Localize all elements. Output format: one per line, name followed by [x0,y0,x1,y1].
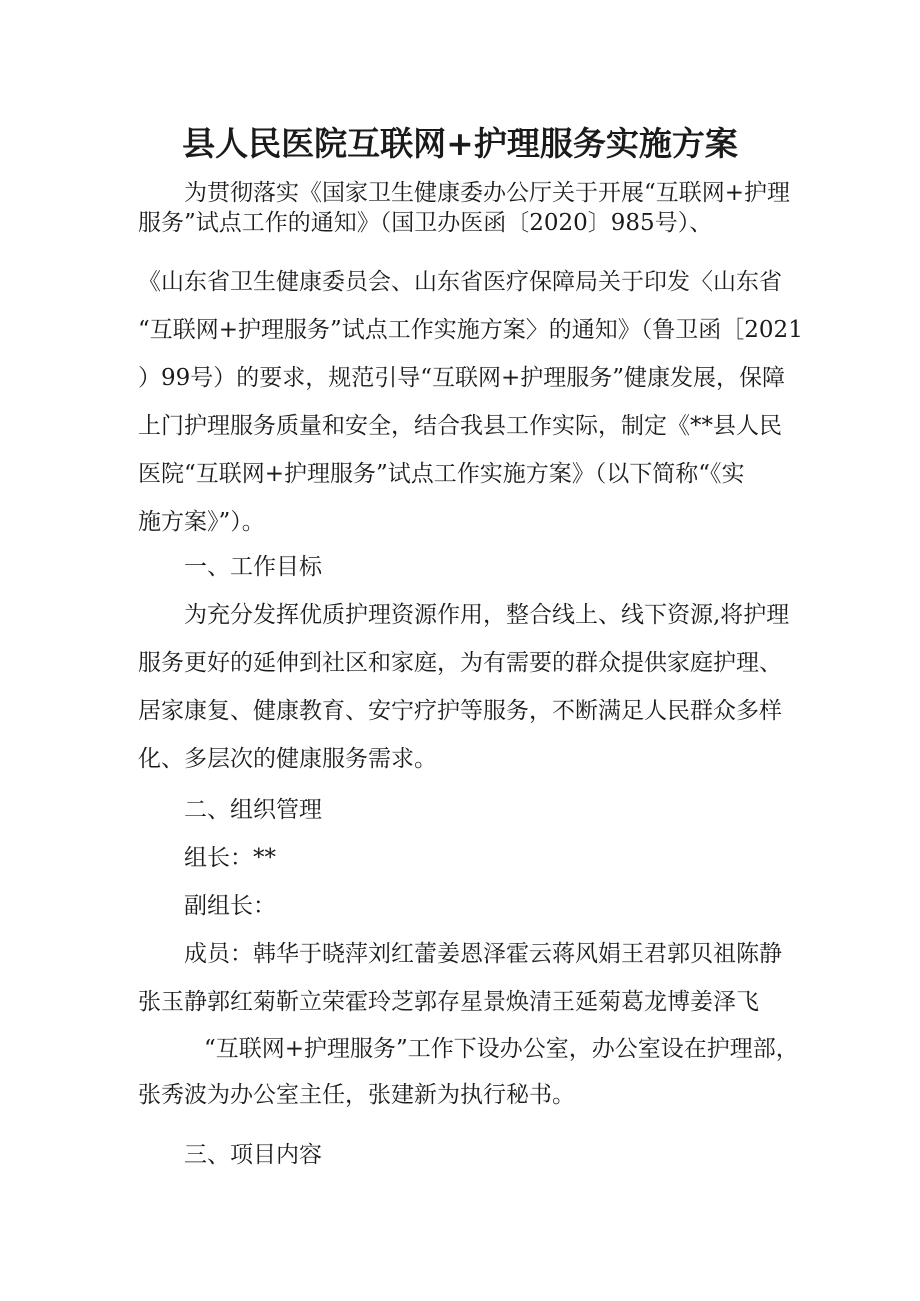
section-heading-organization [138,786,790,834]
section-heading-goals [138,543,790,591]
intro-line: 为贯彻落实《国家卫生健康委办公厅关于开展“互联网+护理 [184,180,791,206]
intro-paragraph [138,178,803,546]
leader-text: 组长：** [184,845,276,871]
heading-text: 三、项目内容 [184,1142,322,1168]
intro-line: ）99号）的要求，规范引导“互联网+护理服务”健康发展，保障 [138,365,786,391]
members-line: 成员：韩华于晓萍刘红蕾姜恩泽霍云蒋风娟王君郭贝祖陈静 [184,941,782,967]
heading-text: 一、工作目标 [184,554,322,580]
goals-line: 化、多层次的健康服务需求。 [138,746,437,772]
intro-line: 医院“互联网+护理服务”试点工作实施方案》（以下简称“《实 [138,461,745,487]
members-paragraph [138,930,790,1026]
intro-line: “互联网+护理服务”试点工作实施方案〉的通知》（鲁卫函［2021 [138,317,803,343]
heading-text: 二、组织管理 [184,797,322,823]
section-heading-project [138,1131,790,1179]
office-line: 张秀波为办公室主任，张建新为执行秘书。 [138,1082,575,1108]
goals-line: 居家康复、健康教育、安宁疗护等服务，不断满足人民群众多样 [138,698,782,724]
intro-line: 上门护理服务质量和安全，结合我县工作实际，制定《**县人民 [138,413,782,439]
members-line: 张玉静郭红菊靳立荣霍玲芝郭存星景焕清王延菊葛龙博姜泽飞 [138,989,759,1015]
leader-line [138,834,790,882]
office-paragraph [138,1026,799,1118]
intro-line: 服务”试点工作的通知》（国卫办医函〔2020〕985号）、 [138,210,713,236]
intro-line: 施方案》”）。 [138,509,265,535]
goals-line: 为充分发挥优质护理资源作用，整合线上、线下资源,将护理 [184,602,790,628]
deputy-text: 副组长： [184,893,276,919]
intro-line: 《山东省卫生健康委员会、山东省医疗保障局关于印发〈山东省 [138,269,782,295]
goals-line: 服务更好的延伸到社区和家庭，为有需要的群众提供家庭护理、 [138,650,782,676]
document-title: 县人民医院互联网+护理服务实施方案 [182,124,738,163]
deputy-leader-line [138,882,790,930]
goals-paragraph [138,591,790,783]
office-line: “互联网+护理服务”工作下设办公室，办公室设在护理部， [204,1036,799,1062]
